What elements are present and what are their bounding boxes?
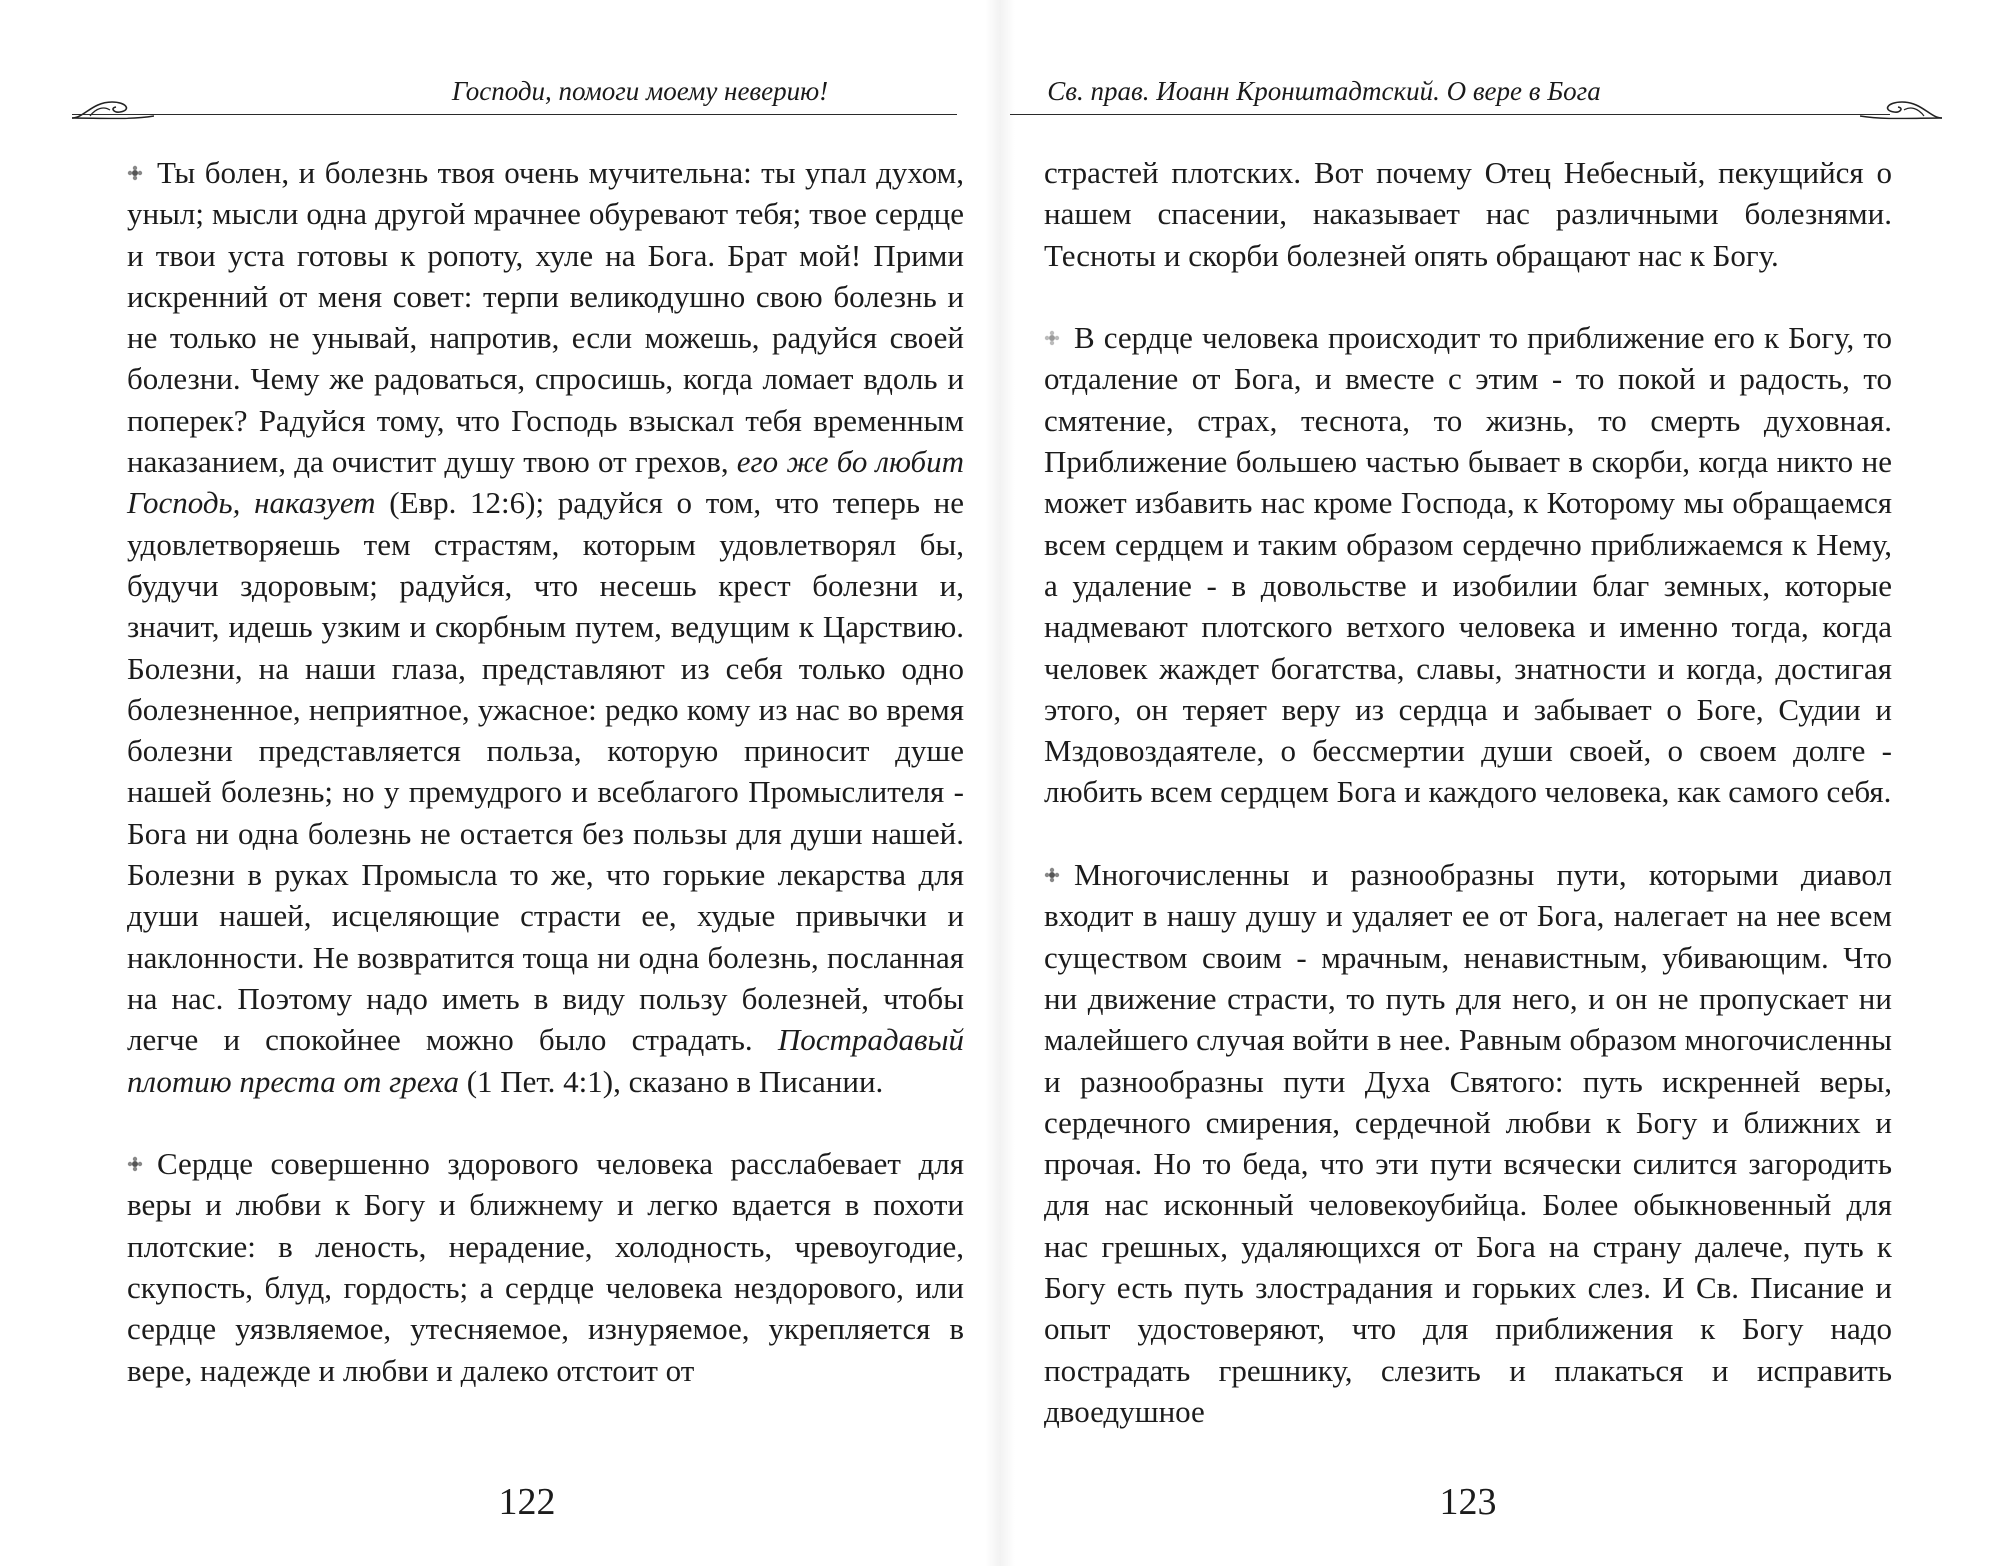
header-rule (1010, 114, 1890, 115)
body-text (127, 152, 964, 1432)
right-page (1000, 0, 2000, 1566)
header-rule (72, 114, 957, 115)
text-run: В сердце человека происходит то приближение его к Богу, то отдаление от Бога, и вместе с этим - то покой и радость, то смятение, страх, теснота, то жизнь, то смерть духовная. Приближение большею частью бывает в скорби, когда никто не может избавить нас кроме Господа, к Которому мы обращаемся всем сердцем и таким образом сердечно приближаемся к Нему, а удаление - в довольстве и изобилии благ земных, которые надмевают плотского ветхого человека и именно тогда, когда человек жаждет богатства, славы, знатности и когда, достигая этого, он теряет веру из сердца и забывает о Боге, Судии и Мздовоздаятеле, о бессмертии души своей, о своем долге - любить всем сердцем Бога и каждого человека, как самого себя. (1044, 320, 1892, 810)
text-run: (1 Пет. 4:1), сказано в Писании. (458, 1063, 884, 1099)
text-run: (Евр. 12:6); радуйся о том, что теперь не удовлетворяешь тем страстям, которым удовлетворял бы, будучи здоровым; радуйся, что несешь крест болезни и, значит, идешь узким и скорбным путем, ведущим к Царствию. Болезни, на наши глаза, представляют из себя только одно болезненное, неприятное, ужасное: редко кому из нас во время болезни представляется польза, которую приносит душе нашей болезнь; но у премудрого и всеблагого Промыслителя - Бога ни одна болезнь не остается без пользы для души нашей. Болезни в руках Промысла то же, что горькие лекарства для души нашей, исцеляющие страсти ее, худые привычки и наклонности. Не возвратится тоща ни одна болезнь, посланная на нас. Поэтому надо иметь в виду пользу болезней, чтобы легче и спокойнее можно было страдать. (127, 485, 964, 1058)
page-number: 123 (1439, 1481, 1497, 1523)
paragraph (1044, 152, 1892, 276)
text-run: Многочисленны и разнообразны пути, которыми диавол входит в нашу душу и удаляет ее от Бога, налегает на нее всем существом своим - мрачным, ненавистным, убивающим. Что ни движение страсти, то путь для него, и он не пропускает ни малейшего случая войти в нее. Равным образом многочисленны и разнообразны пути Духа Святого: путь искренней веры, сердечного смирения, сердечной любви к Богу и ближних и прочая. Но то беда, что эти пути всячески силится загородить для нас исконный человекоубийца. Более обыкновенный для нас грешных, удаляющихся от Бога на страну далече, путь к Богу есть путь злострадания и горьких слез. И Св. Писание и опыт удостоверяют, что для приближения к Богу надо пострадать грешнику, слезить и плакаться и исправить двоедушное (1044, 857, 1892, 1429)
running-head: Господи, помоги моему неверию! (451, 76, 829, 106)
flower-bullet-icon (1044, 330, 1060, 346)
scripture-quote: его же бо любит Господь, наказует (127, 444, 964, 521)
running-head: Св. прав. Иоанн Кронштадтский. О вере в Бога (1047, 76, 1601, 106)
flower-bullet-icon (127, 165, 143, 181)
flower-bullet-icon (127, 1156, 143, 1172)
ornament-icon (70, 96, 154, 124)
paragraph (1044, 317, 1892, 813)
text-run: Ты болен, и болезнь твоя очень мучительна: ты упал духом, уныл; мысли одна другой мрачнее обуревают тебя; твое сердце и твои уста готовы к ропоту, хуле на Бога. Брат мой! Прими искренний от меня совет: терпи великодушно свою болезнь и не только не унывай, напротив, если можешь, радуйся своей болезни. Чему же радоваться, спросишь, когда ломает вдоль и поперек? Радуйся тому, что Господь взыскал тебя временным наказанием, да очистит душу твою от грехов, (127, 155, 964, 480)
paragraph (127, 152, 964, 1102)
flower-bullet-icon (1044, 867, 1060, 883)
text-run: страстей плотских. Вот почему Отец Небесный, пекущийся о нашем спасении, наказывает нас различными болезнями. Тесноты и скорби болезней опять обращают нас к Богу. (1044, 155, 1892, 273)
body-text (1044, 152, 1892, 1474)
paragraph (127, 1143, 964, 1391)
text-run: Сердце совершенно здорового человека расслабевает для веры и любви к Богу и ближнему и легко вдается в похоти плотские: в леность, нерадение, холодность, чревоугодие, скупость, блуд, гордость; а сердце человека нездорового, или сердце уязвляемое, утесняемое, изнуряемое, укрепляется в вере, надежде и любви и далеко отстоит от (127, 1146, 964, 1388)
ornament-icon (1860, 96, 1944, 124)
page-number: 122 (498, 1481, 556, 1523)
scripture-quote: Пострадавый плотию преста от греха (127, 1022, 964, 1099)
paragraph (1044, 854, 1892, 1432)
